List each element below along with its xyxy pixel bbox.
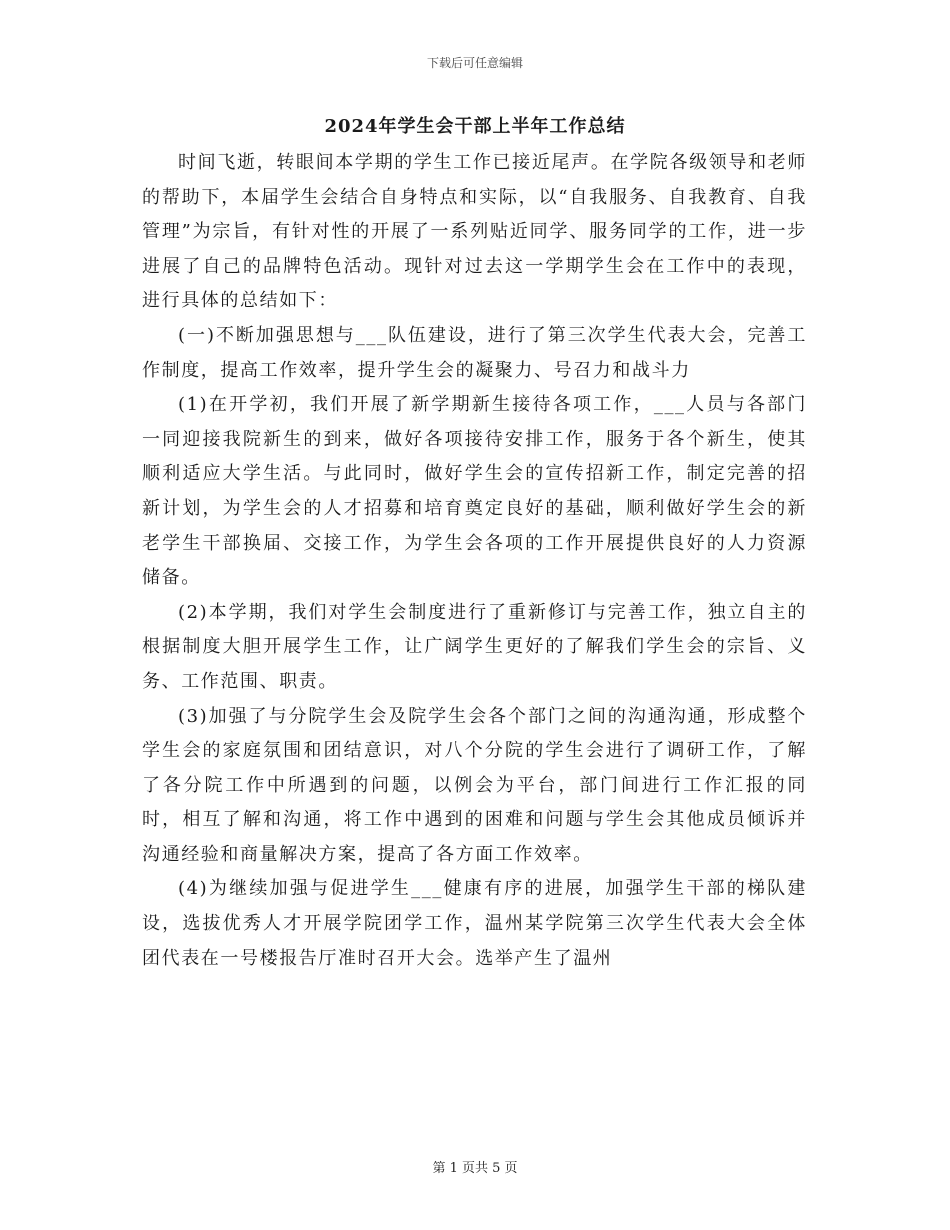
document-body <box>142 146 807 976</box>
paragraph-item-1: (1)在开学初，我们开展了新学期新生接待各项工作，___人员与各部门一同迎接我院新生的到来，做好各项接待安排工作，服务于各个新生，使其顺利适应大学生活。与此同时，做好学生会的宣传招新工作，制定完善的招新计划，为学生会的人才招募和培育奠定良好的基础，顺利做好学生会的新老学生干部换届、交接工作，为学生会各项的工作开展提供良好的人力资源储备。 <box>142 394 807 589</box>
header-note: 下载后可任意编辑 <box>426 56 523 70</box>
paragraph-intro: 时间飞逝，转眼间本学期的学生工作已接近尾声。在学院各级领导和老师的帮助下，本届学生会结合自身特点和实际，以“自我服务、自我教育、自我管理”为宗旨，有针对性的开展了一系列贴近同学、服务同学的工作，进一步进展了自己的品牌特色活动。现针对过去这一学期学生会在工作中的表现，进行具体的总结如下： <box>142 152 807 312</box>
page-number-footer: 第 1 页共 5 页 <box>432 1161 518 1176</box>
document-title: 2024年学生会干部上半年工作总结 <box>324 116 626 137</box>
paragraph-item-4: (4)为继续加强与促进学生___健康有序的进展，加强学生干部的梯队建设，选拔优秀人才开展学院团学工作，温州某学院第三次学生代表大会全体团代表在一号楼报告厅准时召开大会。选举产生了温州 <box>142 878 807 969</box>
paragraph-section-1: (一)不断加强思想与___队伍建设，进行了第三次学生代表大会，完善工作制度，提高工作效率，提升学生会的凝聚力、号召力和战斗力 <box>142 324 807 381</box>
paragraph-item-2: (2)本学期，我们对学生会制度进行了重新修订与完善工作，独立自主的根据制度大胆开展学生工作，让广阔学生更好的了解我们学生会的宗旨、义务、工作范围、职责。 <box>142 601 807 692</box>
paragraph-item-3: (3)加强了与分院学生会及院学生会各个部门之间的沟通沟通，形成整个学生会的家庭氛围和团结意识，对八个分院的学生会进行了调研工作，了解了各分院工作中所遇到的问题，以例会为平台，部门间进行工作汇报的同时，相互了解和沟通，将工作中遇到的困难和问题与学生会其他成员倾诉并沟通经验和商量解决方案，提高了各方面工作效率。 <box>142 705 807 865</box>
